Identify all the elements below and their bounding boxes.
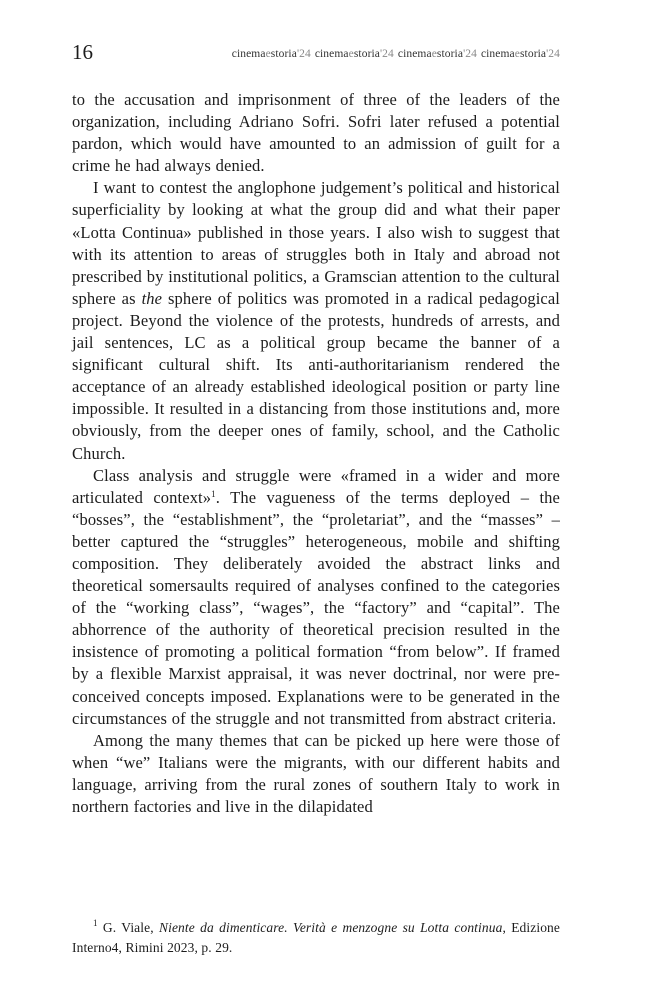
page-number: 16 (72, 40, 93, 64)
footnote-number: 1 (93, 918, 98, 928)
body-text (72, 89, 560, 818)
running-title-year: '24 (463, 48, 477, 60)
running-title-e: e (514, 48, 520, 60)
paragraph-3-text-a: Class analysis and struggle were «framed in a wider and more articulated context» (72, 465, 560, 507)
running-title-e: e (431, 48, 437, 60)
running-title-cinema: cinema (480, 48, 515, 60)
footnotes (72, 918, 560, 958)
running-header (232, 48, 560, 60)
running-title (398, 48, 481, 60)
running-title-cinema: cinema (231, 48, 266, 60)
running-title (232, 48, 315, 60)
running-title (481, 48, 560, 60)
paragraph-2-text-a: I want to contest the anglophone judgement’s political and historical superficiality by looking at what the group did and what their paper «Lotta Continua» published in those years. I also wish to suggest that with its attention to areas of struggles both in Italy and abroad not prescribed by institutional politics, a Gramscian attention to the cultural sphere as (72, 178, 560, 308)
footnote-author: G. Viale, (102, 920, 159, 935)
running-title-e: e (265, 48, 271, 60)
footnote-reference[interactable]: 1 (211, 488, 216, 499)
paragraph-4: Among the many themes that can be picked up here were those of when “we” Italians were the migrants, with our different habits and language, arriving from the rural zones of southern Italy to work in northern factories and live in the dilapidated (72, 730, 560, 816)
footnote-1 (72, 918, 560, 958)
running-title (315, 48, 398, 60)
running-title-year: '24 (546, 48, 560, 60)
running-title-storia: storia (353, 48, 380, 60)
footnote-publication: , Edizione Interno4, Rimini 2023, p. 29. (72, 920, 560, 955)
paragraph-3 (72, 465, 560, 730)
running-title-year: '24 (380, 48, 394, 60)
running-title-cinema: cinema (397, 48, 432, 60)
paragraph-2-emphasis: the (141, 288, 163, 308)
running-title-year: '24 (296, 48, 311, 60)
paragraph-1: to the accusation and imprisonment of three of the leaders of the organization, including Adriano Sofri. Sofri later refused a potential pardon, which would have amounted to an admission of guilt for a crime he had always denied. (72, 90, 560, 176)
footnote-title: Niente da dimenticare. Verità e menzogne su Lotta continua (158, 920, 503, 935)
running-title-storia: storia (270, 48, 297, 60)
running-title-storia: storia (519, 48, 547, 60)
paragraph-2 (72, 177, 560, 464)
running-title-storia: storia (436, 48, 464, 60)
paragraph-3-text-b: . The vagueness of the terms deployed – the “bosses”, the “establishment”, the “proletariat”, and the “masses” – better captured the “struggles” heterogeneous, mobile and shifting composition. They deliberately avoided the abstract links and theoretical somersaults required of analyses confined to the categories of the “working class”, “wages”, the “factory” and “capital”. The abhorrence of the authority of theoretical precision resulted in the insistence of promoting a political formation “from below”. If framed by a flexible Marxist appraisal, it was never doctrinal, nor were pre-conceived concepts imposed. Explanations were to be generated in the circumstances of the struggle and not transmitted from abstract criteria. (72, 487, 560, 728)
running-title-cinema: cinema (314, 48, 349, 60)
running-title-e: e (348, 48, 354, 60)
paragraph-2-text-b: sphere of politics was promoted in a radical pedagogical project. Beyond the violence of the protests, hundreds of arrests, and jail sentences, LC as a political group became the banner of a significant cultural shift. Its anti-authoritarianism rendered the acceptance of an already established ideological position or party line impossible. It resulted in a distancing from those institutions and, more obviously, from the deeper ones of family, school, and the Catholic Church. (72, 288, 560, 463)
